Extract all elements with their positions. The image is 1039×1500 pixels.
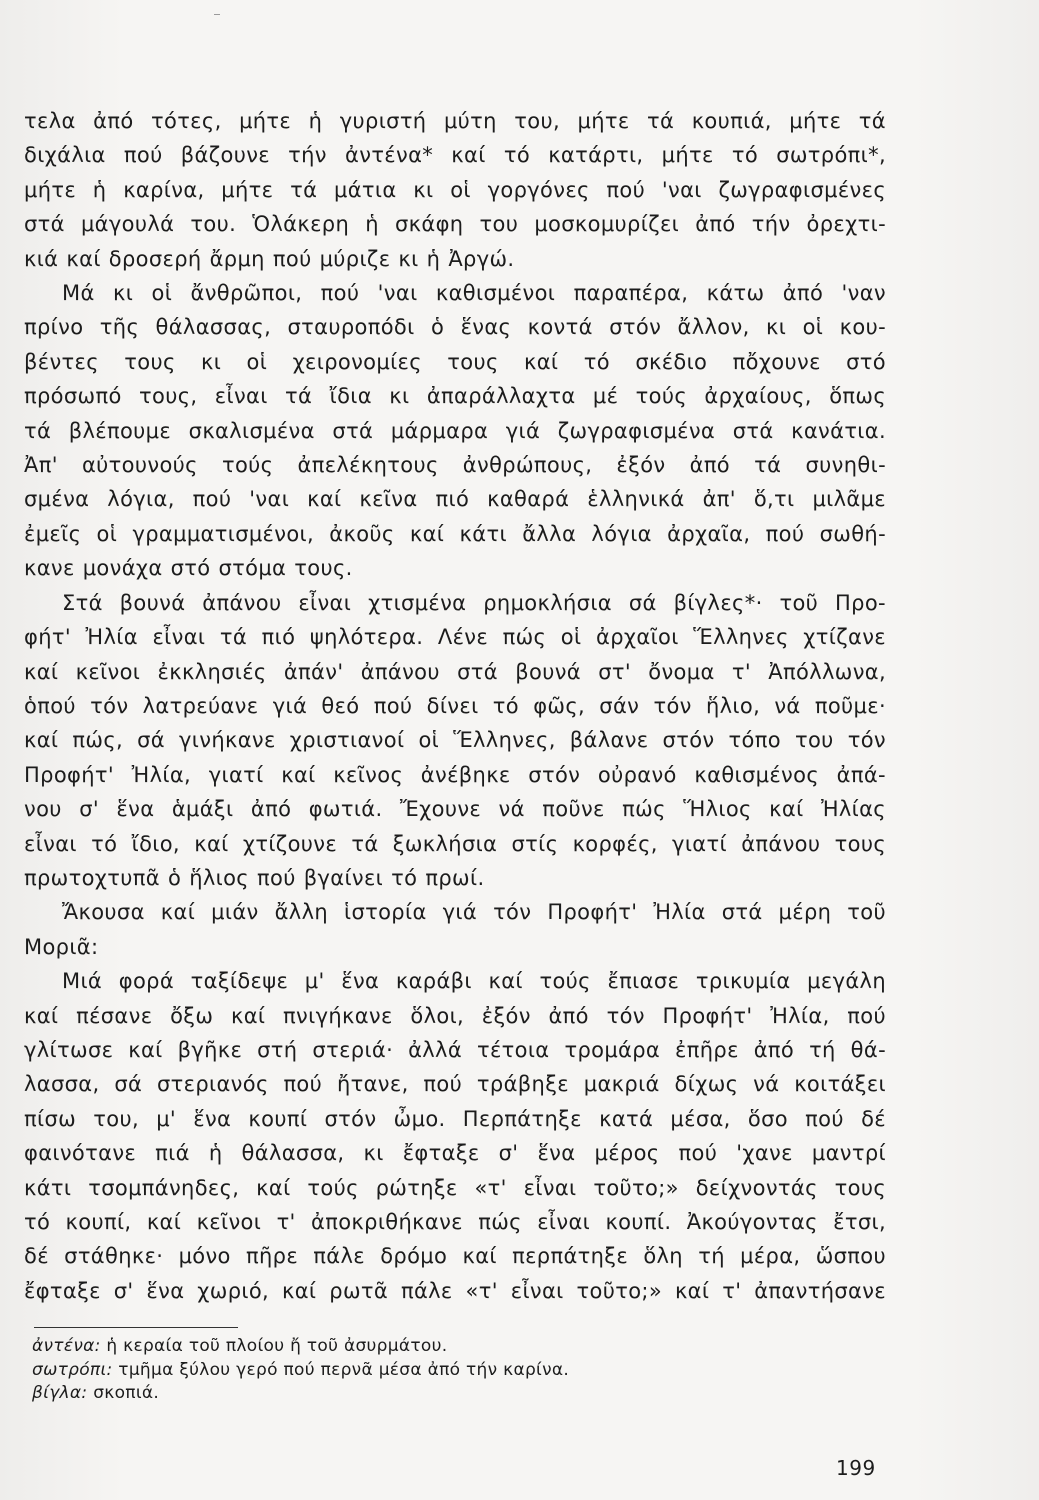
text-line: Μοριᾶ: xyxy=(24,934,99,959)
text-line: κάτι τσομπάνηδες, καί τούς ρώτηξε «τ' εἶναι τοῦτο;» δείχνοντάς τους xyxy=(24,1175,886,1200)
text-line: μήτε ἡ καρίνα, μήτε τά μάτια κι οἱ γοργόνες πού 'ναι ζωγραφισμένες xyxy=(24,177,886,202)
text-line: πρίνο τῆς θάλασσας, σταυροπόδι ὁ ἕνας κοντά στόν ἄλλον, κι οἱ κου- xyxy=(24,315,886,340)
text-line: τά βλέπουμε σκαλισμένα στά μάρμαρα γιά ζωγραφισμένα στά κανάτια. xyxy=(24,418,886,443)
text-line: τό κουπί, καί κεῖνοι τ' ἀποκριθήκανε πώς εἶναι κουπί. Ἀκούγοντας ἔτσι, xyxy=(24,1210,886,1234)
text-line: καί κεῖνοι ἐκκλησιές ἀπάν' ἀπάνου στά βουνά στ' ὄνομα τ' Ἀπόλλωνα, xyxy=(24,659,886,684)
text-line: στά μάγουλά του. Ὁλάκερη ἡ σκάφη του μοσκομυρίζει ἀπό τήν ὀρεχτι- xyxy=(24,212,886,237)
text-line: Μά κι οἱ ἄνθρῶποι, πού 'ναι καθισμένοι παραπέρα, κάτω ἀπό 'ναν xyxy=(62,281,886,306)
text-line: πρωτοχτυπᾶ ὁ ἥλιος πού βγαίνει τό πρωί. xyxy=(24,865,485,890)
footnotes xyxy=(32,1335,792,1406)
footnote-term: σωτρόπι: xyxy=(32,1359,113,1380)
footnote-text: ἡ κεραία τοῦ πλοίου ἤ τοῦ ἀσυρμάτου. xyxy=(106,1336,448,1356)
text-line: λασσα, σά στεριανός πού ἤτανε, πού τράβηξε μακριά δίχως νά κοιτάξει xyxy=(24,1072,886,1097)
text-line: καί πέσανε ὄξω καί πνιγήκανε ὅλοι, ἐξόν ἀπό τόν Προφήτ' Ἠλία, πού xyxy=(24,1003,886,1028)
footnote xyxy=(32,1382,792,1406)
text-line: Μιά φορά ταξίδεψε μ' ἕνα καράβι καί τούς ἔπιασε τρικυμία μεγάλη xyxy=(62,969,886,994)
footnote xyxy=(32,1335,792,1359)
footnote-text: τμῆμα ξύλου γερό πού περνᾶ μέσα ἀπό τήν καρίνα. xyxy=(118,1359,570,1380)
text-line: τελα ἀπό τότες, μήτε ἡ γυριστή μύτη του, μήτε τά κουπιά, μήτε τά xyxy=(24,109,886,133)
text-line: πρόσωπό τους, εἶναι τά ἴδια κι ἀπαράλλαχτα μέ τούς ἀρχαίους, ὅπως xyxy=(24,384,886,409)
text-line: κιά καί δροσερή ἄρμη πού μύριζε κι ἡ Ἀργώ. xyxy=(24,246,515,271)
text-line: Ἄκουσα καί μιάν ἄλλη ἱστορία γιά τόν Προφήτ' Ἠλία στά μέρη τοῦ xyxy=(62,900,886,925)
text-line: φήτ' Ἠλία εἶναι τά πιό ψηλότερα. Λένε πώς οἱ ἀρχαῖοι Ἕλληνες χτίζανε xyxy=(24,625,886,650)
text-line: εἶναι τό ἴδιο, καί χτίζουνε τά ξωκλήσια στίς κορφές, γιατί ἀπάνου τους xyxy=(24,831,886,856)
text-line: σμένα λόγια, πού 'ναι καί κεῖνα πιό καθαρά ἑλληνικά ἀπ' ὅ,τι μιλᾶμε xyxy=(24,487,886,512)
scan-mark xyxy=(214,14,220,15)
text-line: δέ στάθηκε· μόνο πῆρε πάλε δρόμο καί περπάτηξε ὅλη τή μέρα, ὥσπου xyxy=(24,1244,886,1269)
text-line: ἔφταξε σ' ἕνα χωριό, καί ρωτᾶ πάλε «τ' εἶναι τοῦτο;» καί τ' ἀπαντήσανε xyxy=(24,1278,886,1303)
text-line: νου σ' ἕνα ἁμάξι ἀπό φωτιά. Ἔχουνε νά ποῦνε πώς Ἥλιος καί Ἠλίας xyxy=(24,797,886,822)
text-line: Στά βουνά ἀπάνου εἶναι χτισμένα ρημοκλήσια σά βίγλες*· τοῦ Προ- xyxy=(62,590,886,615)
footnote-term: βίγλα: xyxy=(32,1383,88,1403)
footnote xyxy=(32,1359,792,1383)
text-line: γλίτωσε καί βγῆκε στή στεριά· ἀλλά τέτοια τρομάρα ἐπῆρε ἀπό τή θά- xyxy=(24,1037,886,1062)
text-line: πίσω του, μ' ἕνα κουπί στόν ὦμο. Περπάτηξε κατά μέσα, ὅσο πού δέ xyxy=(24,1106,886,1131)
page-number: 199 xyxy=(836,1456,876,1480)
text-line: Προφήτ' Ἠλία, γιατί καί κεῖνος ἀνέβηκε στόν οὐρανό καθισμένος ἀπά- xyxy=(24,762,886,787)
text-line: κανε μονάχα στό στόμα τους. xyxy=(24,556,353,581)
text-line: φαινότανε πιά ἡ θάλασσα, κι ἔφταξε σ' ἕνα μέρος πού 'χανε μαντρί xyxy=(24,1141,886,1166)
footnote-term: ἀντένα: xyxy=(32,1336,101,1356)
footnote-text: σκοπιά. xyxy=(93,1383,160,1403)
text-line: διχάλια πού βάζουνε τήν ἀντένα* καί τό κατάρτι, μήτε τό σωτρόπι*, xyxy=(24,143,886,168)
body-text xyxy=(24,104,886,1308)
text-line: βέντες τους κι οἱ χειρονομίες τους καί τό σκέδιο πὄχουνε στό xyxy=(24,349,886,374)
text-line: ὁπού τόν λατρεύανε γιά θεό πού δίνει τό φῶς, σάν τόν ἥλιο, νά ποῦμε· xyxy=(24,693,886,718)
text-line: καί πώς, σά γινήκανε χριστιανοί οἱ Ἕλληνες, βάλανε στόν τόπο του τόν xyxy=(24,728,886,753)
footnote-divider xyxy=(34,1327,238,1328)
text-line: Ἀπ' αὐτουνούς τούς ἀπελέκητους ἀνθρώπους, ἐξόν ἀπό τά συνηθι- xyxy=(24,453,886,478)
text-line: ἐμεῖς οἱ γραμματισμένοι, ἀκοῦς καί κάτι ἄλλα λόγια ἀρχαῖα, πού σωθή- xyxy=(24,521,886,546)
